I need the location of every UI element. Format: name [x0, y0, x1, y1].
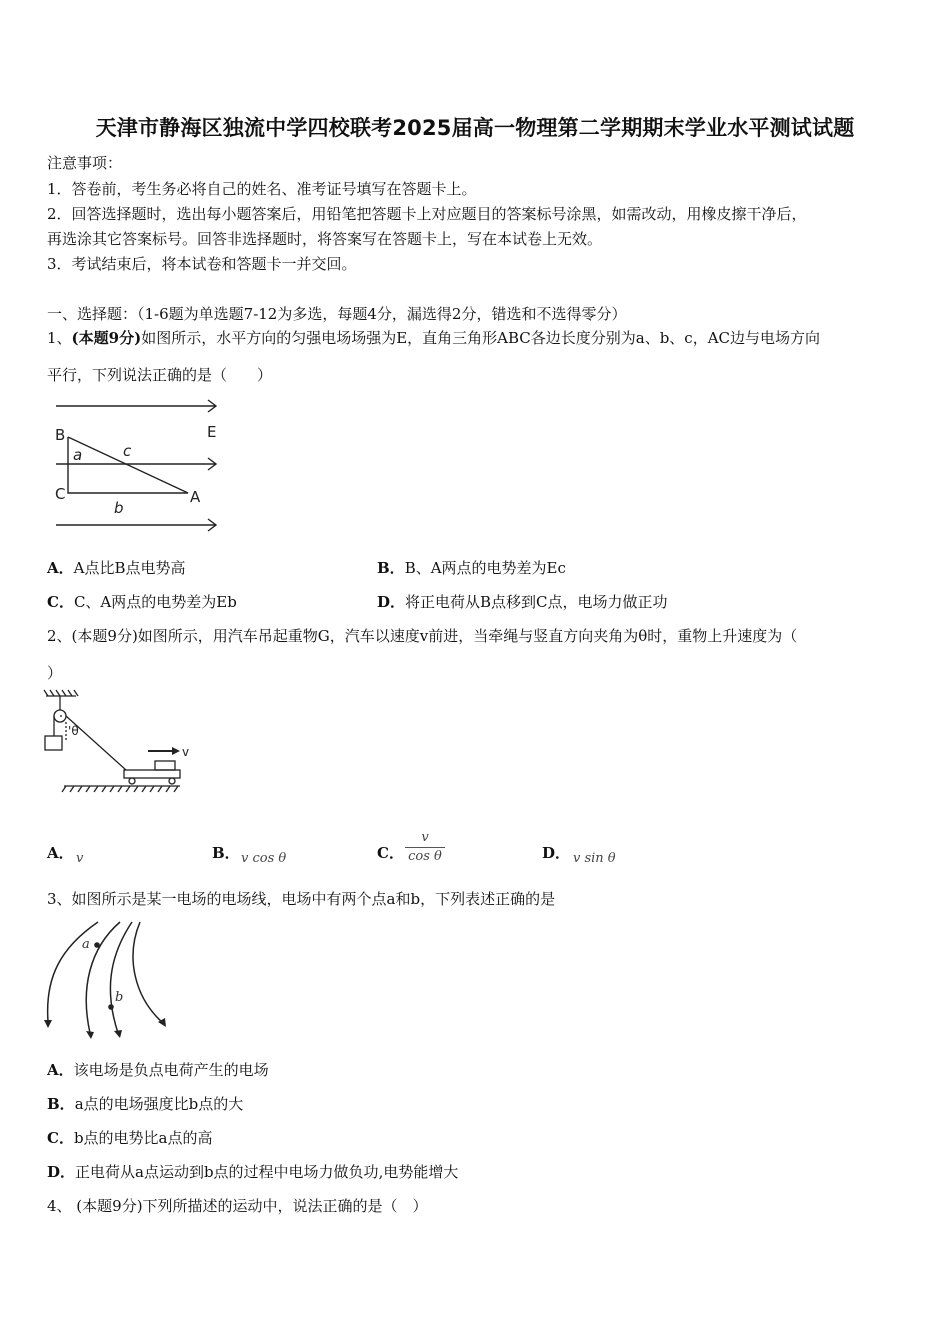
- fig-label-theta: 'θ: [68, 724, 79, 738]
- page-title: 天津市静海区独流中学四校联考2025届高一物理第二学期期末学业水平测试试题: [95, 116, 855, 140]
- section-heading: 一、选择题：（1-6题为单选题7-12为多选，每题4分，漏选得2分，错选和不选得零分）: [47, 305, 627, 323]
- q2-option-c-frac: [405, 830, 445, 864]
- fig-label-b: b: [114, 499, 124, 517]
- fig-label-A: A: [190, 488, 201, 506]
- frac-denominator: cos θ: [405, 847, 445, 864]
- fig-label-C: C: [55, 485, 66, 503]
- notice-item: 2．回答选择题时，选出每小题答案后，用铅笔把答题卡上对应题目的答案标号涂黑，如需改动，用橡皮擦干净后，: [47, 205, 807, 223]
- q1-option-b[interactable]: B．B、A两点的电势差为Ec: [377, 559, 566, 577]
- fig-label-a: a: [73, 446, 83, 464]
- q1-stem: [47, 327, 820, 348]
- q4-stem: 4、 (本题9分)下列所描述的运动中，说法正确的是（ ）: [47, 1197, 428, 1215]
- fig-label-c: c: [123, 442, 132, 460]
- notice-heading: 注意事项：: [47, 154, 123, 172]
- fig-label-b: b: [115, 990, 124, 1005]
- q2-stem-2: ）: [47, 664, 63, 682]
- fig-label-a: a: [82, 937, 90, 952]
- q3-option-b[interactable]: B．a点的电场强度比b点的大: [47, 1095, 244, 1113]
- q1-option-c[interactable]: C．C、A两点的电势差为Eb: [47, 593, 237, 611]
- notice-item: 再选涂其它答案标号。回答非选择题时，将答案写在答题卡上，写在本试卷上无效。: [47, 230, 603, 248]
- q1-points: (本题9分): [71, 329, 142, 347]
- q1-figure: [50, 395, 225, 535]
- q3-option-c[interactable]: C．b点的电势比a点的高: [47, 1129, 213, 1147]
- q3-figure: [40, 918, 175, 1043]
- q2-option-a[interactable]: A．: [47, 844, 74, 862]
- notice-item: 1．答卷前，考生务必将自己的姓名、准考证号填写在答题卡上。: [47, 180, 477, 198]
- q2-stem: 2、(本题9分)如图所示，用汽车吊起重物G，汽车以速度v前进，当牵绳与竖直方向夹角为θ时，重物上升速度为（: [47, 627, 798, 645]
- q2-option-d[interactable]: D．: [542, 844, 571, 862]
- q1-option-d[interactable]: D．将正电荷从B点移到C点，电场力做正功: [377, 593, 668, 611]
- q2-option-b[interactable]: B．: [212, 844, 240, 862]
- q2-option-b-expr: v cos θ: [241, 851, 287, 866]
- q1-option-a[interactable]: A．A点比B点电势高: [47, 559, 186, 577]
- q1-text: 如图所示，水平方向的匀强电场场强为E，直角三角形ABC各边长度分别为a、b、c，AC边与电场方向: [141, 329, 821, 347]
- frac-numerator: v: [421, 830, 429, 845]
- q1-prefix: 1、: [47, 329, 72, 347]
- notice-item: 3．考试结束后，将本试卷和答题卡一并交回。: [47, 255, 357, 273]
- q2-figure: [40, 688, 200, 798]
- q2-option-a-expr: v: [76, 851, 84, 866]
- q3-stem: 3、如图所示是某一电场的电场线，电场中有两个点a和b，下列表述正确的是: [47, 890, 556, 908]
- q2-option-c[interactable]: C．: [377, 844, 404, 862]
- q3-option-d[interactable]: D．正电荷从a点运动到b点的过程中电场力做负功,电势能增大: [47, 1163, 459, 1181]
- q1-stem-2: 平行，下列说法正确的是（ ）: [47, 366, 273, 384]
- fig-label-v: v: [182, 745, 190, 759]
- q2-option-d-expr: v sin θ: [573, 851, 616, 866]
- fig-label-E: E: [207, 423, 217, 441]
- fig-label-B: B: [55, 426, 66, 444]
- q3-option-a[interactable]: A．该电场是负点电荷产生的电场: [47, 1061, 269, 1079]
